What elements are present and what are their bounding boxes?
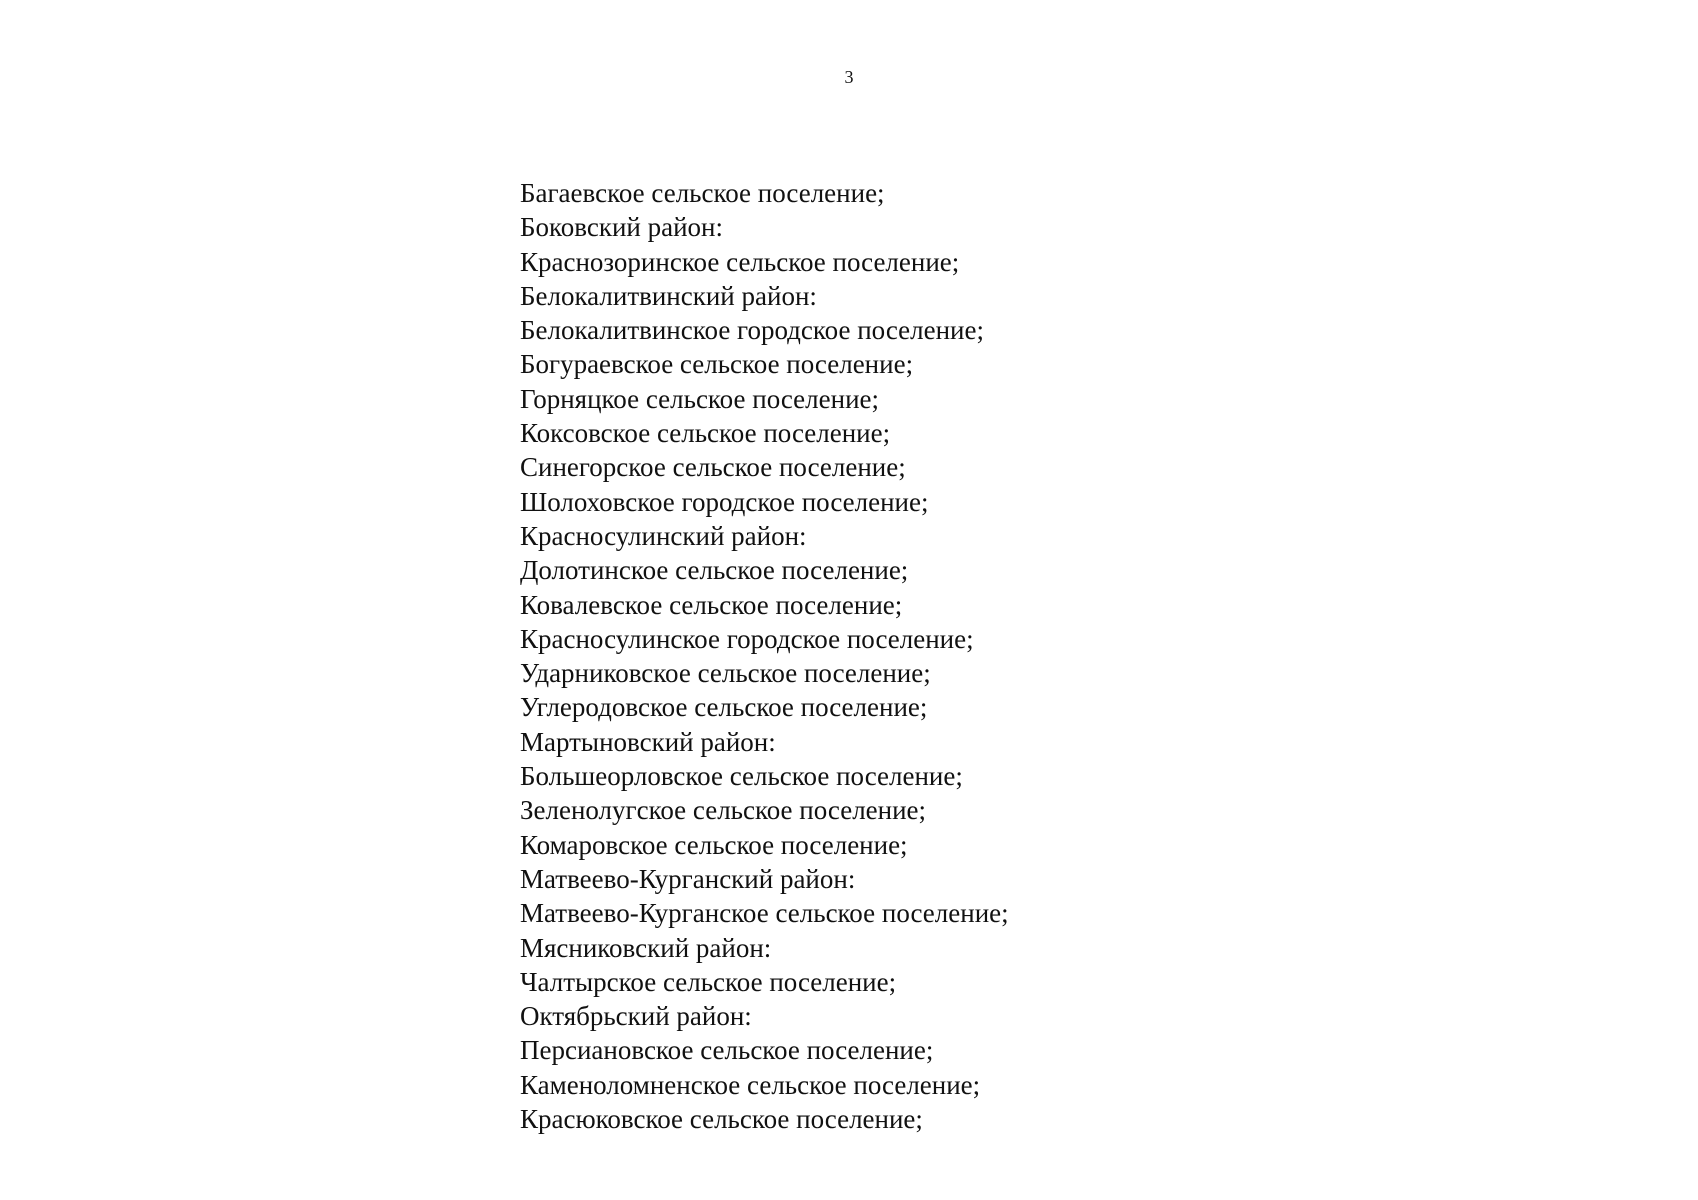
text-line: Белокалитвинское городское поселение; [520,315,984,346]
text-line: Матвеево-Курганский район: [520,863,856,894]
text-line: Долотинское сельское поселение; [520,555,909,586]
text-line: Багаевское сельское поселение; [520,178,885,208]
text-line: Чалтырское сельское поселение; [520,966,897,997]
text-line: Шолоховское городское поселение; [520,486,929,517]
text-line: Красносулинское городское поселение; [520,623,974,654]
document-text [520,176,1009,1136]
text-line: Большеорловское сельское поселение; [520,761,963,792]
text-line: Ковалевское сельское поселение; [520,589,903,620]
text-line: Богураевское сельское поселение; [520,349,914,380]
text-line: Горняцкое сельское поселение; [520,383,880,414]
text-line: Углеродовское сельское поселение; [520,692,928,723]
text-line: Комаровское сельское поселение; [520,829,908,860]
text-line: Мартыновский район: [520,726,776,757]
text-line: Красносулинский район: [520,520,807,551]
text-line: Коксовское сельское поселение; [520,418,891,449]
text-line: Боковский район: [520,212,723,243]
text-line: Мясниковский район: [520,932,772,963]
text-line: Персиановское сельское поселение; [520,1035,934,1066]
text-line: Краснозоринское сельское поселение; [520,246,960,277]
page-number: 3 [844,67,854,87]
text-line: Синегорское сельское поселение; [520,452,906,483]
text-line: Каменоломненское сельское поселение; [520,1069,981,1100]
text-line: Зеленолугское сельское поселение; [520,795,927,826]
text-line: Белокалитвинский район: [520,280,817,311]
text-line: Октябрьский район: [520,1001,752,1032]
text-line: Ударниковское сельское поселение; [520,658,931,689]
text-line: Матвеево-Курганское сельское поселение; [520,898,1009,929]
text-line: Красюковское сельское поселение; [520,1104,923,1135]
